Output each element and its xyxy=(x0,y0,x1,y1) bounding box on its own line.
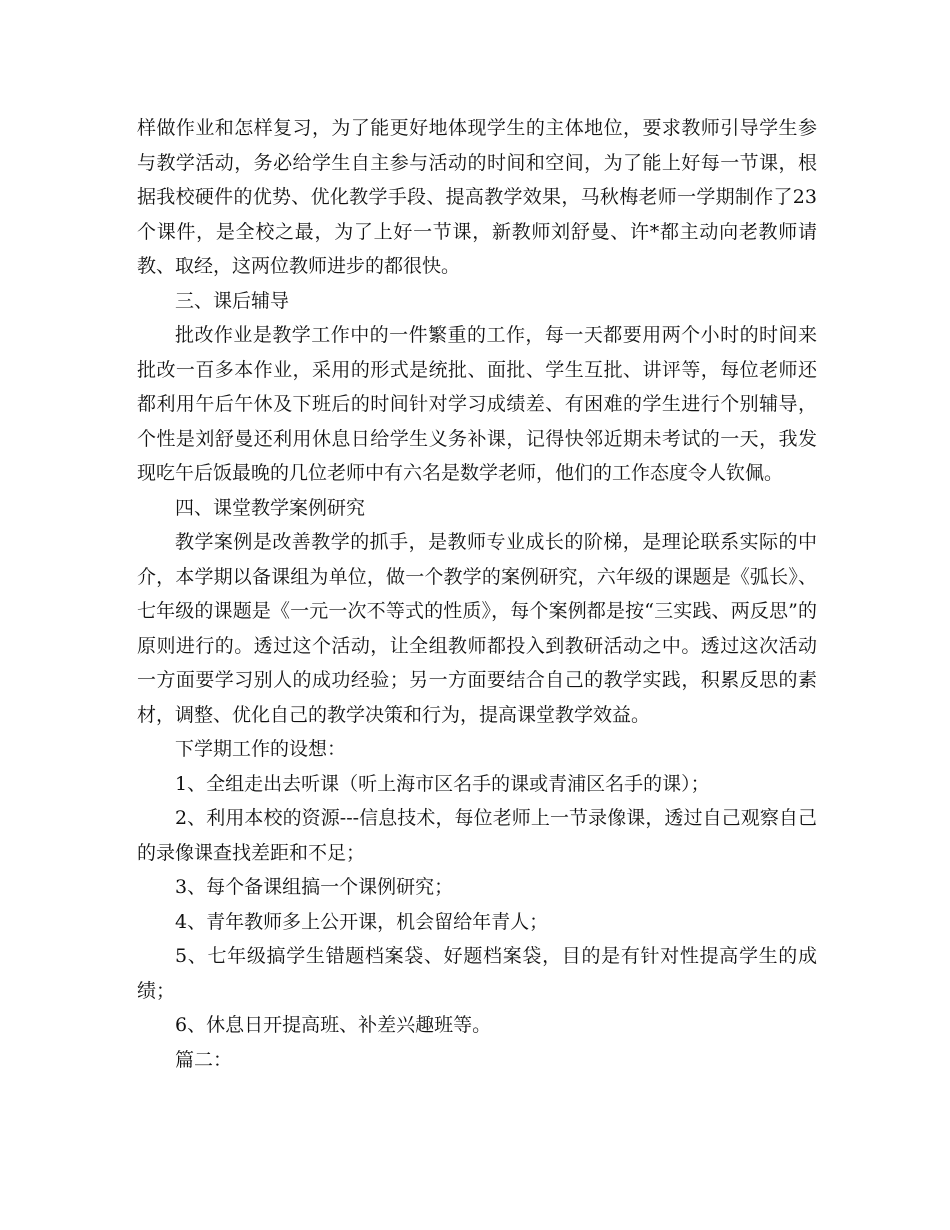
heading-text: 下学期工作的设想： xyxy=(175,738,347,760)
paragraph-homework-correction xyxy=(137,318,817,491)
text-line: 件，是全校之最，为了上好一节课，新教师刘舒曼、许*都主动向老教师请教、取 xyxy=(137,220,817,277)
section-heading-after-class-tutoring xyxy=(137,284,817,319)
text-line: 级的课题是《一元一次不等式的性质》，每个案例都是按“三实践、两反思”的原 xyxy=(137,600,817,657)
plan-item-2 xyxy=(137,801,817,870)
heading-text: 篇二： xyxy=(175,1048,233,1071)
paragraph-intro-continued xyxy=(137,111,817,284)
text-line: 面要学习别人的成功经验；另一方面要结合自己的教学实践，积累反思的素材，调 xyxy=(137,669,817,726)
document-page xyxy=(137,111,817,1077)
text-line: 的录像课查找差距和不足； xyxy=(137,841,366,864)
part-two-heading xyxy=(137,1043,817,1078)
plan-item-3 xyxy=(137,870,817,905)
text-line: 教学案例是改善教学的抓手，是教师专业成长的阶梯，是理论联系实际的中介， xyxy=(137,531,817,588)
section-heading-case-study xyxy=(137,491,817,526)
text-line: 饭最晚的几位老师中有六名是数学老师，他们的工作态度令人钦佩。 xyxy=(213,462,784,484)
text-line: 用午后午休及下班后的时间针对学习成绩差、有困难的学生进行个别辅导，个性是 xyxy=(137,393,817,450)
plan-item-1 xyxy=(137,767,817,802)
plan-item-4 xyxy=(137,905,817,940)
text-line: 4、青年教师多上公开课，机会留给年青人； xyxy=(175,910,549,933)
paragraph-teaching-cases xyxy=(137,525,817,732)
text-line: 经，这两位教师进步的都很快。 xyxy=(194,255,461,277)
text-line: 教学活动，务必给学生自主参与活动的时间和空间，为了能上好每一节课，根据我 xyxy=(137,151,817,208)
text-line: 本学期以备课组为单位，做一个教学的案例研究，六年级的课题是《弧长》、七年 xyxy=(137,565,817,622)
heading-text: 四、课堂教学案例研究 xyxy=(175,496,366,519)
text-line: 3、每个备课组搞一个课例研究； xyxy=(175,876,454,898)
text-line: 刘舒曼还利用休息日给学生义务补课，记得快邻近期未考试的一天，我发现吃午后 xyxy=(137,427,817,484)
text-line: 1、全组走出去听课（听上海市区名手的课或青浦区名手的课）； xyxy=(175,772,710,795)
text-line: 2、利用本校的资源---信息技术，每位老师上一节录像课，透过自己观察自己 xyxy=(175,807,817,829)
text-line: 校硬件的优势、优化教学手段、提高教学效果，马秋梅老师一学期制作了23个课 xyxy=(137,186,817,243)
plan-item-6 xyxy=(137,1008,817,1043)
text-line: 整、优化自己的教学决策和行为，提高课堂教学效益。 xyxy=(194,703,651,726)
text-line: 批改作业是教学工作中的一件繁重的工作，每一天都要用两个小时的时间来批 xyxy=(137,324,817,381)
text-line: 则进行的。透过这个活动，让全组教师都投入到教研活动之中。透过这次活动一方 xyxy=(137,634,817,691)
text-line: 6、休息日开提高班、补差兴趣班等。 xyxy=(175,1014,492,1036)
heading-text: 三、课后辅导 xyxy=(175,289,290,312)
plan-heading xyxy=(137,732,817,767)
text-line: 5、七年级搞学生错题档案袋、好题档案袋，目的是有针对性提高学生的成绩； xyxy=(137,945,817,1002)
plan-item-5 xyxy=(137,939,817,1008)
text-line: 样做作业和怎样复习，为了能更好地体现学生的主体地位，要求教师引导学生参与 xyxy=(137,117,817,174)
text-line: 改一百多本作业，采用的形式是统批、面批、学生互批、讲评等，每位老师还都利 xyxy=(137,358,817,415)
